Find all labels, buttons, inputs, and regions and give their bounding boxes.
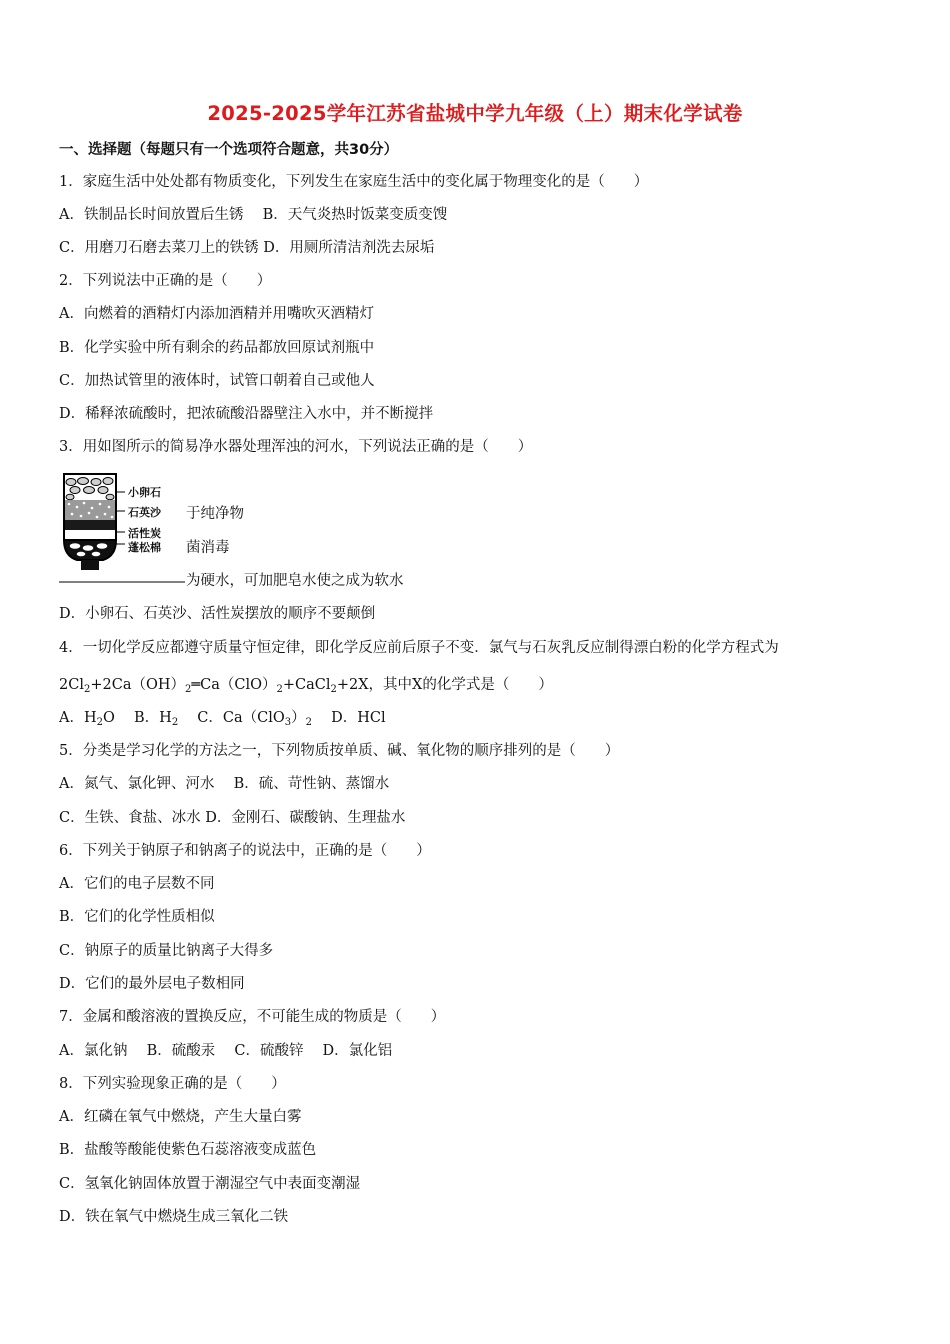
q1-options-ab: A．铁制品长时间放置后生锈 B．天气炎热时饭菜变质变馊 <box>59 207 448 223</box>
q6-option-b: B．它们的化学性质相似 <box>59 909 215 925</box>
eq-part-4: +CaCl <box>282 677 331 693</box>
label-quartz-sand: 石英沙 <box>128 506 161 519</box>
eq-part-2: +2Ca（OH） <box>90 677 185 693</box>
filter-outlet <box>81 560 99 570</box>
q8-option-d: D．铁在氧气中燃烧生成三氧化二铁 <box>59 1209 289 1225</box>
q4-equation <box>59 675 553 700</box>
eq-sub-2: 2 <box>185 684 192 695</box>
eq-sub-3: 2 <box>276 684 283 695</box>
q2-option-d: D．稀释浓硫酸时，把浓硫酸沿器壁注入水中，并不断搅拌 <box>59 406 434 422</box>
q3-fragment-pure-substance: 于纯净物 <box>186 506 244 522</box>
q6-option-d: D．它们的最外层电子数相同 <box>59 976 245 992</box>
q5-options-ab: A．氮气、氯化钾、河水 B．硫、苛性钠、蒸馏水 <box>59 776 390 792</box>
q4-opt-d: D．HCl <box>312 710 386 726</box>
q8-option-b: B．盐酸等酸能使紫色石蕊溶液变成蓝色 <box>59 1142 317 1158</box>
label-pebbles: 小卵石 <box>128 486 161 499</box>
q7-stem: 7．金属和酸溶液的置换反应，不可能生成的物质是（ ） <box>59 1009 446 1025</box>
q5-options-cd: C．生铁、食盐、冰水 D．金刚石、碳酸钠、生理盐水 <box>59 810 406 826</box>
q2-option-b: B．化学实验中所有剩余的药品都放回原试剂瓶中 <box>59 340 375 356</box>
q4-opt-c-sub2: 2 <box>305 717 312 728</box>
water-filter-figure <box>59 470 185 586</box>
q8-option-a: A．红磷在氧气中燃烧，产生大量白雾 <box>59 1109 302 1125</box>
section-heading: 一、选择题（每题只有一个选项符合题意，共30分） <box>59 142 399 158</box>
q1-options-cd: C．用磨刀石磨去菜刀上的铁锈 D．用厕所清洁剂洗去尿垢 <box>59 240 435 256</box>
q3-fragment-hard-water: 为硬水，可加肥皂水使之成为软水 <box>186 573 404 589</box>
label-leader-lines <box>116 492 125 544</box>
q4-opt-c-sub: 3 <box>284 717 292 728</box>
q3-fragment-disinfection: 菌消毒 <box>186 540 230 556</box>
q4-opt-a-sub: 2 <box>96 717 103 728</box>
q4-opt-b: O B．H <box>103 710 172 726</box>
q4-opt-a: A．H <box>59 710 97 726</box>
activated-carbon-layer <box>65 520 115 530</box>
eq-sub-4: 2 <box>330 684 337 695</box>
label-cotton: 蓬松棉 <box>128 541 161 554</box>
q4-opt-b-sub: 2 <box>171 717 179 728</box>
eq-part-5: +2X，其中X的化学式是（ ） <box>336 677 553 693</box>
q4-options <box>59 708 386 733</box>
eq-part-3: ═Ca（ClO） <box>191 677 277 693</box>
water-filter-diagram <box>59 470 185 586</box>
q8-stem: 8．下列实验现象正确的是（ ） <box>59 1076 286 1092</box>
q6-option-c: C．钠原子的质量比钠离子大得多 <box>59 943 274 959</box>
q3-option-d: D．小卵石、石英沙、活性炭摆放的顺序不要颠倒 <box>59 606 376 622</box>
q4-opt-c-end: ） <box>291 710 306 726</box>
q5-stem: 5．分类是学习化学的方法之一，下列物质按单质、碱、氧化物的顺序排列的是（ ） <box>59 743 620 759</box>
q3-stem: 3．用如图所示的简易净水器处理浑浊的河水，下列说法正确的是（ ） <box>59 439 533 455</box>
label-activated-carbon: 活性炭 <box>128 527 161 540</box>
q6-option-a: A．它们的电子层数不同 <box>59 876 215 892</box>
q4-opt-c: C．Ca（ClO <box>178 710 285 726</box>
q2-option-c: C．加热试管里的液体时，试管口朝着自己或他人 <box>59 373 375 389</box>
q2-option-a: A．向燃着的酒精灯内添加酒精并用嘴吹灭酒精灯 <box>59 306 374 322</box>
q7-options: A．氯化钠 B．硫酸汞 C．硫酸锌 D．氯化铝 <box>59 1043 393 1059</box>
eq-sub-1: 2 <box>83 684 91 695</box>
eq-part-1: 2Cl <box>59 677 84 693</box>
q2-stem: 2．下列说法中正确的是（ ） <box>59 273 272 289</box>
q4-stem: 4．一切化学反应都遵守质量守恒定律，即化学反应前后原子不变．氯气与石灰乳反应制得漂白粉的化学方程式为 <box>59 640 779 656</box>
exam-title: 2025-2025学年江苏省盐城中学九年级（上）期末化学试卷 <box>207 102 743 125</box>
q1-stem: 1．家庭生活中处处都有物质变化，下列发生在家庭生活中的变化属于物理变化的是（ ） <box>59 174 649 190</box>
quartz-sand-layer <box>65 500 115 520</box>
q8-option-c: C．氢氧化钠固体放置于潮湿空气中表面变潮湿 <box>59 1176 361 1192</box>
q6-stem: 6．下列关于钠原子和钠离子的说法中，正确的是（ ） <box>59 843 431 859</box>
